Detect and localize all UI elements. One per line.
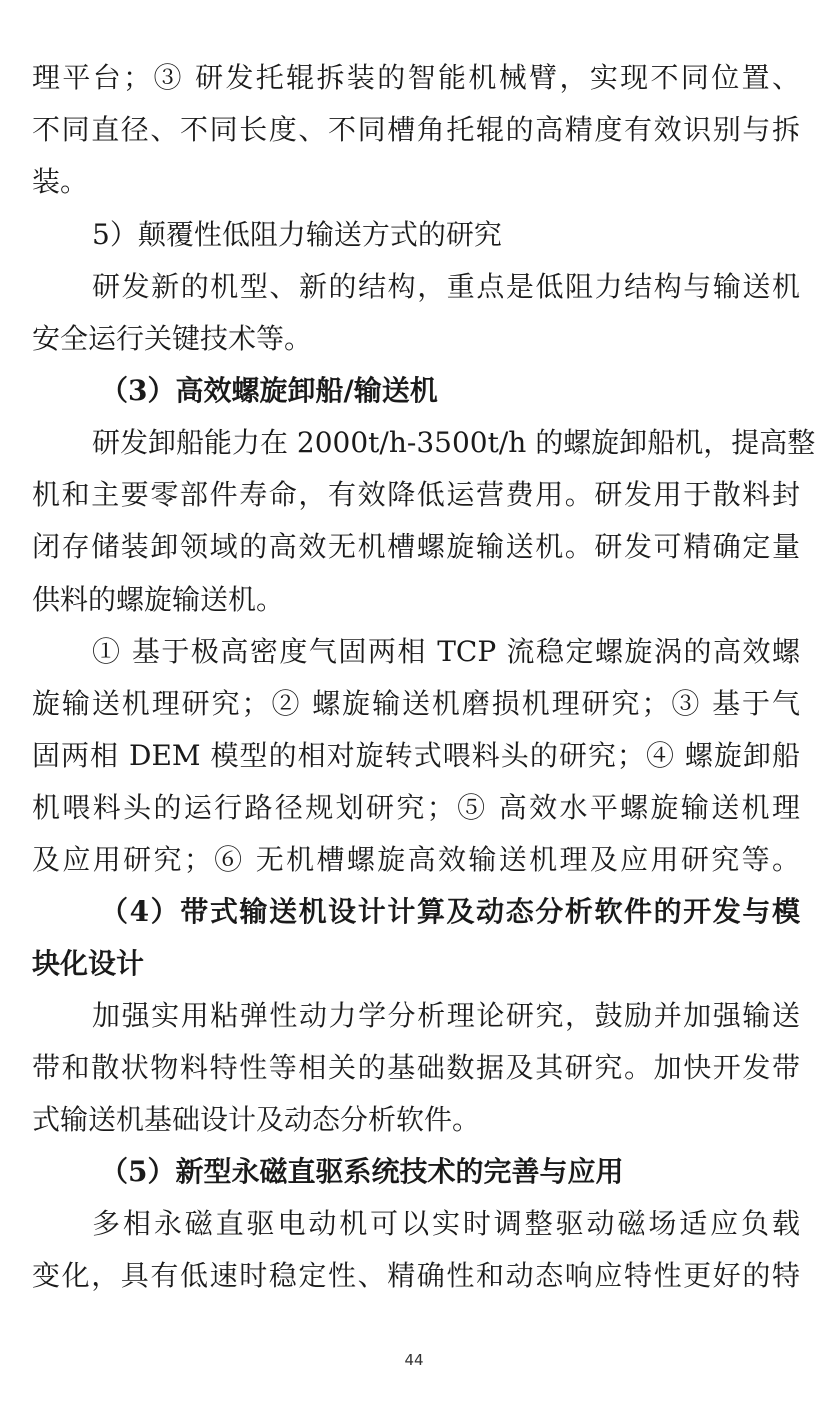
section-heading: （3）高效螺旋卸船/输送机 <box>100 374 438 407</box>
section-heading-continued: 块化设计 <box>32 947 145 980</box>
paragraph-line: 装。 <box>32 165 89 198</box>
paragraph-line: 带和散状物料特性等相关的基础数据及其研究。加快开发带 <box>32 1051 800 1084</box>
paragraph-line: 固两相 DEM 模型的相对旋转式喂料头的研究；④ 螺旋卸船 <box>32 739 800 772</box>
paragraph-line: 旋输送机理研究；② 螺旋输送机磨损机理研究；③ 基于气 <box>32 687 800 720</box>
subsection-heading: 5）颠覆性低阻力输送方式的研究 <box>92 218 502 251</box>
paragraph-line: 闭存储装卸领域的高效无机槽螺旋输送机。研发可精确定量 <box>32 530 800 563</box>
section-heading: （5）新型永磁直驱系统技术的完善与应用 <box>100 1155 624 1188</box>
paragraph-line: 安全运行关键技术等。 <box>32 322 313 355</box>
paragraph-line: 不同直径、不同长度、不同槽角托辊的高精度有效识别与拆 <box>32 113 800 146</box>
paragraph-line: 研发新的机型、新的结构，重点是低阻力结构与输送机 <box>92 270 800 303</box>
paragraph-line: 供料的螺旋输送机。 <box>32 583 285 616</box>
page-number: 44 <box>404 1351 424 1369</box>
paragraph-line: ① 基于极高密度气固两相 TCP 流稳定螺旋涡的高效螺 <box>92 635 800 668</box>
paragraph-line: 及应用研究；⑥ 无机槽螺旋高效输送机理及应用研究等。 <box>32 843 800 876</box>
section-heading: （4）带式输送机设计计算及动态分析软件的开发与模 <box>100 895 800 928</box>
paragraph-line: 机和主要零部件寿命，有效降低运营费用。研发用于散料封 <box>32 478 800 511</box>
paragraph-line: 机喂料头的运行路径规划研究；⑤ 高效水平螺旋输送机理 <box>32 791 800 824</box>
paragraph-line: 多相永磁直驱电动机可以实时调整驱动磁场适应负载 <box>92 1207 800 1240</box>
paragraph-line: 式输送机基础设计及动态分析软件。 <box>32 1103 481 1136</box>
paragraph-line: 加强实用粘弹性动力学分析理论研究，鼓励并加强输送 <box>92 999 800 1032</box>
paragraph-line: 研发卸船能力在 2000t/h-3500t/h 的螺旋卸船机，提高整 <box>92 426 816 459</box>
paragraph-line: 理平台；③ 研发托辊拆装的智能机械臂，实现不同位置、 <box>32 61 800 94</box>
paragraph-line: 变化，具有低速时稳定性、精确性和动态响应特性更好的特 <box>32 1259 800 1292</box>
